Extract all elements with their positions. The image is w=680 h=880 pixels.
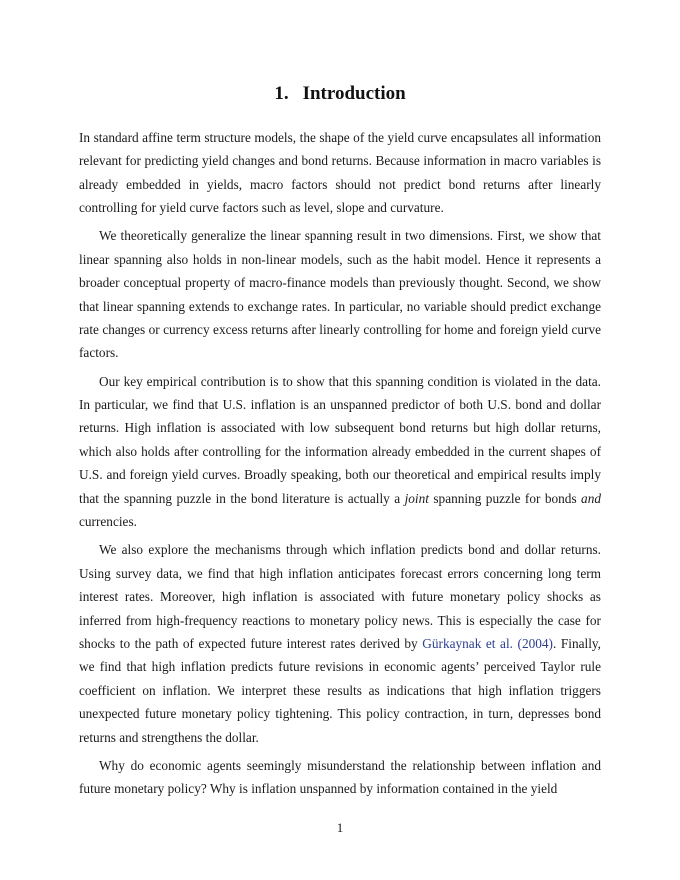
paragraph-3-text-middle: spanning puzzle for bonds (428, 490, 582, 506)
paragraph-4-text-after: . Finally, we find that high inflation predicts future revisions in economic agents’ perceived Taylor rule coefficient on inflation. We interpret these results as indications that high inflation triggers unexpected future monetary policy tightening. This policy contraction, in turn, depresses bond returns and strengthens the dollar. (79, 635, 602, 745)
paragraph-3-text-before: Our key empirical contribution is to show that this spanning condition is violated in the data. In particular, we find that U.S. inflation is an unspanned predictor of both U.S. bond and dollar returns. High inflation is associated with low subsequent bond returns but high dollar returns, which also holds after controlling for the information already embedded in the current shapes of U.S. and foreign yield curves. Broadly speaking, both our theoretical and empirical results imply that the spanning puzzle in the bond literature is actually a (79, 373, 601, 506)
body-text (79, 126, 601, 805)
citation-link[interactable]: Gürkaynak et al. (2004) (422, 635, 553, 651)
paragraph-4 (79, 538, 601, 749)
paragraph-3-text-after: currencies. (79, 514, 137, 530)
paragraph-3 (79, 370, 601, 534)
paragraph-5: Why do economic agents seemingly misunderstand the relationship between inflation and future monetary policy? Why is inflation unspanned by information contained in the yield (79, 757, 601, 797)
paragraph-1: In standard affine term structure models, the shape of the yield curve encapsulates all information relevant for predicting yield changes and bond returns. Because information in macro variables is already embedded in yields, macro factors should not predict bond returns after linearly controlling for yield curve factors such as level, slope and curvature. (79, 130, 601, 216)
emphasis-and: and (581, 490, 601, 506)
section-number: 1. (274, 83, 289, 104)
paragraph-2: We theoretically generalize the linear spanning result in two dimensions. First, we show that linear spanning also holds in non-linear models, such as the habit model. Hence it represents a broader conceptual property of macro-finance models than previously thought. Second, we show that linear spanning extends to exchange rates. In particular, no variable should predict exchange rate changes or currency excess returns after linearly controlling for home and foreign yield curve factors. (79, 228, 601, 361)
page-number: 1 (336, 820, 344, 835)
section-heading (0, 83, 680, 105)
emphasis-joint: joint (404, 490, 429, 506)
section-title-text: Introduction (302, 83, 406, 104)
paragraph-4-text-before: We also explore the mechanisms through which inflation predicts bond and dollar returns. Using survey data, we find that high inflation anticipates forecast errors concerning long term interest rates. Moreover, high inflation is associated with future monetary policy shocks as inferred from high-frequency reactions to monetary policy news. This is especially the case for shocks to the path of expected future interest rates derived by (79, 542, 601, 651)
